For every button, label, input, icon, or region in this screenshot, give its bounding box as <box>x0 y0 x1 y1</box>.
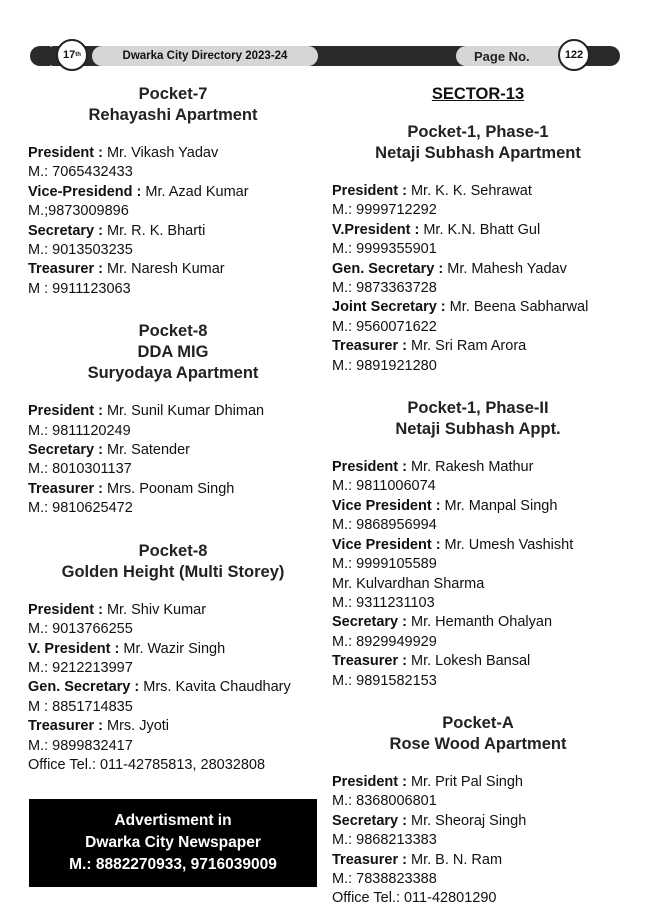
entry-text: Mr. Azad Kumar <box>141 183 249 200</box>
entry-text: Mr. K.N. Bhatt Gul <box>419 221 541 238</box>
entry-text: Mr. Umesh Vashisht <box>440 536 574 553</box>
entry-text: Mr. Prit Pal Singh <box>406 773 523 790</box>
page-header <box>0 0 650 80</box>
entry-list <box>332 458 624 691</box>
section-title-line: DDA MIG <box>137 343 209 362</box>
entry-role: Vice-Presidend : <box>28 183 142 200</box>
directory-section <box>28 84 318 299</box>
entry-text: M : 8851714835 <box>28 698 133 715</box>
entry-role: Vice President : <box>332 536 441 553</box>
edition-suffix: th <box>75 52 81 58</box>
entry-role: Vice President : <box>332 497 441 514</box>
entry-text: M.: 9873363728 <box>332 280 437 297</box>
entry-text: Mr. R. K. Bharti <box>102 222 206 239</box>
section-title-line: Pocket-A <box>442 713 514 732</box>
entry-row <box>28 163 318 182</box>
entry-list <box>332 182 624 376</box>
entry-text: Mr. Vikash Yadav <box>102 145 219 161</box>
entry-role: Secretary : <box>28 442 103 459</box>
entry-role: President : <box>332 459 407 476</box>
entry-role: President : <box>28 403 103 420</box>
entry-row <box>332 221 624 240</box>
entry-row <box>28 620 318 639</box>
entry-row <box>28 241 318 260</box>
entry-role: Treasurer : <box>28 718 103 735</box>
entry-text: Mr. Mahesh Yadav <box>443 260 567 277</box>
section-title-line: Pocket-1, Phase-II <box>407 399 549 418</box>
page-label: Page No. <box>456 46 566 66</box>
entry-text: M.: 7065432433 <box>28 164 133 181</box>
header-bar-cap-right <box>598 46 620 66</box>
entry-text: Mr. B. N. Ram <box>406 851 503 868</box>
entry-row <box>332 889 624 908</box>
entry-text: Mr. Satender <box>102 442 191 459</box>
entry-row <box>28 717 318 736</box>
entry-text: Mr. Naresh Kumar <box>102 261 225 278</box>
entry-row <box>28 144 318 163</box>
entry-role: President : <box>28 145 103 161</box>
directory-section <box>28 541 318 776</box>
entry-text: M.: 7838823388 <box>332 870 437 887</box>
entry-role: V.President : <box>332 221 420 238</box>
entry-role: Secretary : <box>28 222 103 239</box>
section-title-line: Rose Wood Apartment <box>389 734 567 753</box>
sector-heading: SECTOR-13 <box>431 85 525 103</box>
entry-row <box>332 298 624 317</box>
entry-text: Mr. Hemanth Ohalyan <box>406 614 553 631</box>
entry-role: Secretary : <box>332 614 407 631</box>
entry-list <box>28 402 318 518</box>
entry-text: Mr. Beena Sabharwal <box>445 299 589 316</box>
page-number: 122 <box>558 39 590 71</box>
entry-row <box>332 792 624 811</box>
section-title-line: Pocket-8 <box>138 541 208 560</box>
entry-text: Mr. K. K. Sehrawat <box>406 183 532 199</box>
entry-row <box>28 222 318 241</box>
entry-row <box>332 318 624 337</box>
entry-text: M.: 9212213997 <box>28 659 133 676</box>
directory-section <box>28 321 318 518</box>
entry-text: Office Tel.: 011-42801290 <box>332 890 497 907</box>
entry-list <box>332 773 624 909</box>
entry-row <box>332 458 624 477</box>
entry-row <box>332 652 624 671</box>
entry-row <box>332 555 624 574</box>
entry-text: Mr. Shiv Kumar <box>102 601 207 618</box>
entry-text: M.: 9868213383 <box>332 832 437 849</box>
ad-line: Advertisment in <box>114 812 232 829</box>
entry-role: Joint Secretary : <box>332 299 446 316</box>
entry-role: President : <box>28 601 103 618</box>
entry-text: Mr. Kulvardhan Sharma <box>332 575 485 592</box>
entry-row <box>332 536 624 555</box>
entry-text: M.: 8929949929 <box>332 633 437 650</box>
entry-row <box>332 851 624 870</box>
entry-role: Treasurer : <box>332 338 407 355</box>
entry-list <box>28 601 318 776</box>
entry-row <box>28 480 318 499</box>
entry-role: President : <box>332 183 407 199</box>
directory-section <box>332 713 624 909</box>
entry-row <box>28 756 318 775</box>
entry-role: Treasurer : <box>332 653 407 670</box>
entry-row <box>332 357 624 376</box>
entry-text: M.: 9899832417 <box>28 737 133 754</box>
entry-role: Treasurer : <box>332 851 407 868</box>
entry-row <box>28 659 318 678</box>
entry-text: M.: 8368006801 <box>332 793 437 810</box>
entry-row <box>28 422 318 441</box>
entry-text: Office Tel.: 011-42785813, 28032808 <box>28 756 266 773</box>
section-title-line: Netaji Subhash Appt. <box>395 420 561 439</box>
entry-text: M.;9873009896 <box>28 203 129 220</box>
entry-text: M.: 9999355901 <box>332 241 437 258</box>
directory-section <box>332 122 624 376</box>
entry-text: Mr. Sunil Kumar Dhiman <box>102 403 265 420</box>
section-title-line: Rehayashi Apartment <box>88 106 258 124</box>
edition-badge <box>56 39 88 71</box>
entry-list <box>28 144 318 299</box>
entry-row <box>28 441 318 460</box>
entry-row <box>332 260 624 279</box>
entry-row <box>332 831 624 850</box>
entry-text: Mr. Manpal Singh <box>440 497 558 514</box>
entry-row <box>28 460 318 479</box>
entry-row <box>332 182 624 201</box>
entry-text: M.: 9891921280 <box>332 357 437 374</box>
section-title-line: Pocket-7 <box>138 85 208 103</box>
entry-text: M.: 9560071622 <box>332 318 437 335</box>
entry-row <box>28 280 318 299</box>
entry-row <box>332 240 624 259</box>
entry-row <box>332 613 624 632</box>
entry-role: President : <box>332 773 407 790</box>
edition-number: 17 <box>63 49 76 61</box>
entry-text: M.: 9013503235 <box>28 242 133 259</box>
entry-row <box>332 201 624 220</box>
entry-text: Mr. Wazir Singh <box>119 640 226 657</box>
entry-row <box>28 698 318 717</box>
entry-text: Mr. Sri Ram Arora <box>406 338 527 355</box>
entry-role: Secretary : <box>332 812 407 829</box>
entry-text: M.: 8010301137 <box>28 461 132 478</box>
entry-text: M.: 9999105589 <box>332 556 437 573</box>
entry-text: M.: 9868956994 <box>332 517 437 534</box>
entry-row <box>332 516 624 535</box>
entry-text: M.: 9999712292 <box>332 202 437 219</box>
entry-role: Gen. Secretary : <box>28 679 140 696</box>
advertisement-box <box>29 799 317 887</box>
ad-line: Dwarka City Newspaper <box>85 834 261 851</box>
entry-row <box>332 337 624 356</box>
entry-text: M.: 9810625472 <box>28 500 133 517</box>
entry-role: Gen. Secretary : <box>332 260 444 277</box>
section-title-line: Netaji Subhash Apartment <box>375 144 581 162</box>
entry-row <box>332 672 624 691</box>
entry-row <box>332 870 624 889</box>
entry-row <box>28 640 318 659</box>
entry-text: Mr. Sheoraj Singh <box>406 812 527 829</box>
entry-row <box>332 594 624 613</box>
entry-text: M : 9911123063 <box>28 280 131 297</box>
entry-row <box>332 477 624 496</box>
section-title-line: Golden Height (Multi Storey) <box>61 562 285 581</box>
entry-row <box>332 812 624 831</box>
entry-row <box>332 279 624 298</box>
entry-text: Mrs. Jyoti <box>102 718 170 735</box>
entry-text: Mrs. Poonam Singh <box>102 480 235 497</box>
entry-text: Mr. Rakesh Mathur <box>406 459 534 476</box>
entry-row <box>28 601 318 620</box>
entry-row <box>332 773 624 792</box>
entry-row <box>28 499 318 518</box>
entry-row <box>28 183 318 202</box>
entry-row <box>332 575 624 594</box>
section-title-line: Pocket-8 <box>138 322 208 341</box>
left-column <box>28 84 318 775</box>
section-title-line: Suryodaya Apartment <box>87 364 259 383</box>
entry-role: Treasurer : <box>28 261 103 278</box>
entry-text: M.: 9811120249 <box>28 422 131 439</box>
entry-row <box>28 202 318 221</box>
entry-text: M.: 9811006074 <box>332 478 436 495</box>
entry-role: V. President : <box>28 640 120 657</box>
entry-row <box>28 678 318 697</box>
entry-row <box>28 737 318 756</box>
section-title-line: Pocket-1, Phase-1 <box>407 123 549 141</box>
entry-row <box>332 497 624 516</box>
entry-text: Mrs. Kavita Chaudhary <box>139 679 291 696</box>
entry-row <box>332 633 624 652</box>
entry-text: M.: 9311231103 <box>332 594 435 611</box>
entry-role: Treasurer : <box>28 480 103 497</box>
entry-text: M.: 9013766255 <box>28 621 133 638</box>
entry-row <box>28 402 318 421</box>
right-column <box>332 84 624 909</box>
entry-text: Mr. Lokesh Bansal <box>406 653 531 670</box>
directory-section <box>332 398 624 691</box>
entry-row <box>28 260 318 279</box>
ad-line: M.: 8882270933, 9716039009 <box>69 856 277 873</box>
directory-title: Dwarka City Directory 2023-24 <box>92 46 318 66</box>
entry-text: M.: 9891582153 <box>332 672 437 689</box>
